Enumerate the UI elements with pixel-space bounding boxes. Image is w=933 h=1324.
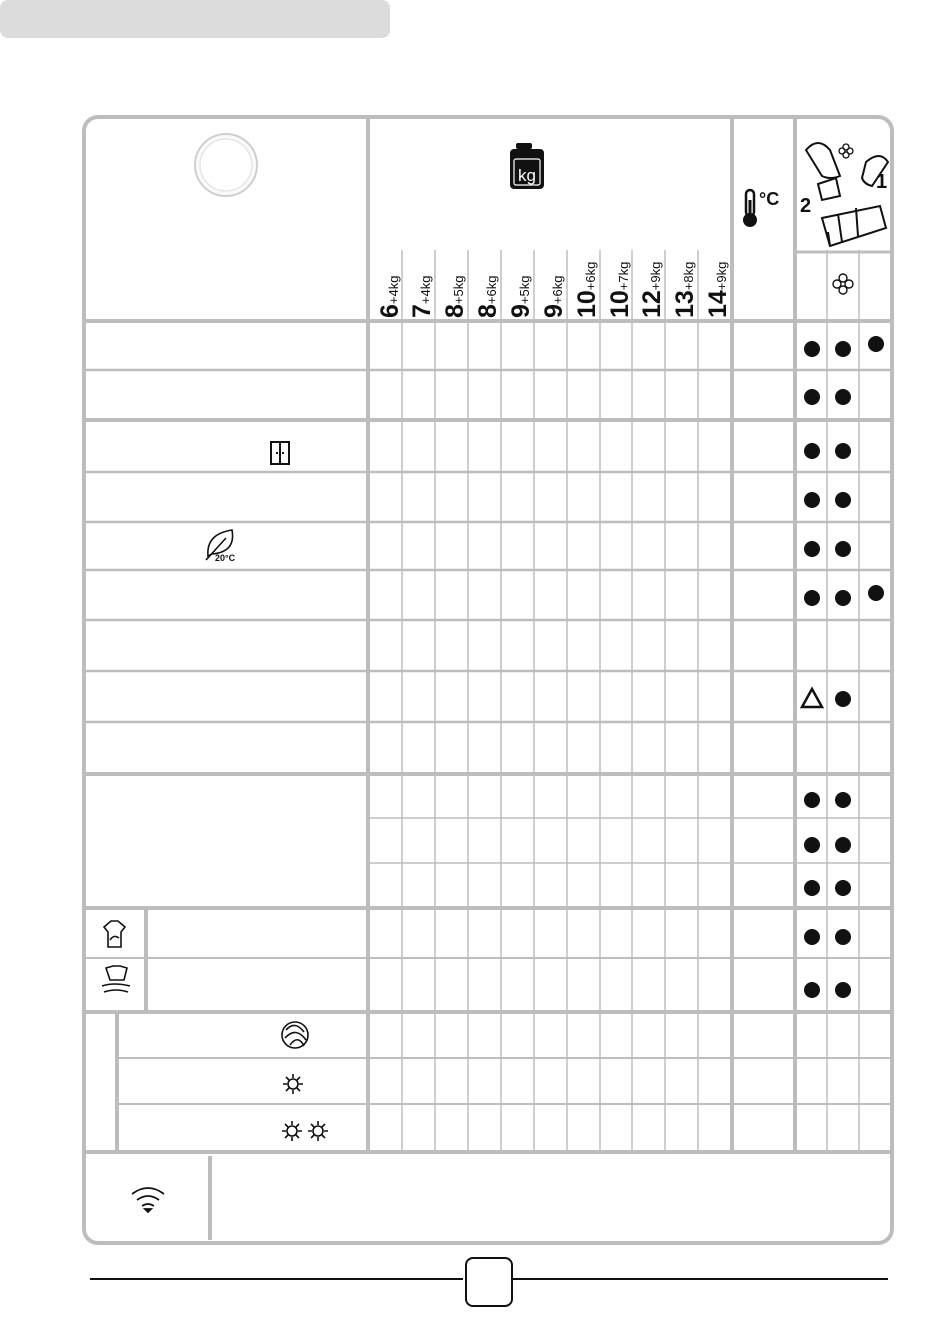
dose-dot xyxy=(835,541,851,557)
shirt-refresh-icon xyxy=(104,921,125,947)
load-capacity-label xyxy=(671,262,700,318)
dose-dot xyxy=(835,982,851,998)
load-main: 12 xyxy=(638,290,666,318)
load-capacity-label xyxy=(474,276,503,318)
dose-dot xyxy=(804,590,820,606)
load-extra: +6kg xyxy=(550,275,565,305)
load-capacity-label xyxy=(540,276,569,318)
load-capacity-label xyxy=(573,262,602,318)
dose-dot xyxy=(835,691,851,707)
dose-dot xyxy=(835,880,851,896)
drawer-label-1: 1 xyxy=(876,171,888,193)
load-main: 13 xyxy=(671,290,699,318)
load-capacity-label xyxy=(408,276,437,318)
dose-dot xyxy=(804,982,820,998)
dose-dot xyxy=(804,541,820,557)
load-capacity-label xyxy=(638,262,667,318)
load-extra: +9kg xyxy=(714,261,729,291)
load-extra: +8kg xyxy=(681,261,696,291)
dose-dot xyxy=(804,880,820,896)
load-main: 9 xyxy=(507,304,535,318)
load-extra: +7kg xyxy=(616,261,631,291)
load-capacity-label xyxy=(606,262,635,318)
load-extra: +5kg xyxy=(517,275,532,305)
eco-20c-label: 20°C xyxy=(215,553,236,563)
load-main: 8 xyxy=(474,304,502,318)
load-extra: +6kg xyxy=(583,261,598,291)
load-main: 6 xyxy=(376,304,404,318)
dose-dot xyxy=(835,443,851,459)
flower-icon xyxy=(839,144,853,158)
hand-wash-icon xyxy=(102,966,130,992)
dose-dot xyxy=(804,389,820,405)
drawer-label-2: 2 xyxy=(800,195,812,217)
wifi-icon xyxy=(132,1188,164,1212)
dose-dot xyxy=(804,341,820,357)
load-extra: +5kg xyxy=(451,275,466,305)
thermometer-icon xyxy=(743,190,757,227)
load-extra: +6kg xyxy=(484,275,499,305)
load-main: 10 xyxy=(573,290,601,318)
load-extra: +4kg xyxy=(418,275,433,305)
dose-dot xyxy=(804,792,820,808)
load-main: 10 xyxy=(606,290,634,318)
load-capacity-label xyxy=(441,276,470,318)
dose-dot xyxy=(835,341,851,357)
dry-1-icon xyxy=(283,1074,303,1094)
load-main: 7 xyxy=(408,304,436,318)
softener-column-icon xyxy=(833,274,853,294)
load-capacity-label xyxy=(704,262,733,318)
load-extra: +4kg xyxy=(386,275,401,305)
dose-dot xyxy=(835,492,851,508)
load-extra: +9kg xyxy=(648,261,663,291)
dose-dot xyxy=(868,585,884,601)
dose-dot xyxy=(835,837,851,853)
program-knob xyxy=(195,134,257,196)
dose-dot xyxy=(804,492,820,508)
dose-dot xyxy=(804,929,820,945)
load-main: 9 xyxy=(540,304,568,318)
load-main: 8 xyxy=(441,304,469,318)
dry-2-icon xyxy=(282,1121,328,1141)
dose-dot xyxy=(835,389,851,405)
page-number-box xyxy=(465,1257,513,1307)
dose-dot xyxy=(868,336,884,352)
load-main: 14 xyxy=(704,290,732,318)
wardrobe-icon xyxy=(271,442,289,464)
dose-dot xyxy=(804,443,820,459)
dose-dot xyxy=(835,929,851,945)
dose-dot xyxy=(835,792,851,808)
wool-icon xyxy=(282,1022,308,1048)
weight-icon-text: kg xyxy=(518,166,536,185)
load-capacity-label xyxy=(376,276,405,318)
load-capacity-label xyxy=(507,276,536,318)
temperature-unit: °C xyxy=(759,189,780,209)
dose-triangle xyxy=(802,689,822,707)
dose-dot xyxy=(835,590,851,606)
dose-dot xyxy=(804,837,820,853)
